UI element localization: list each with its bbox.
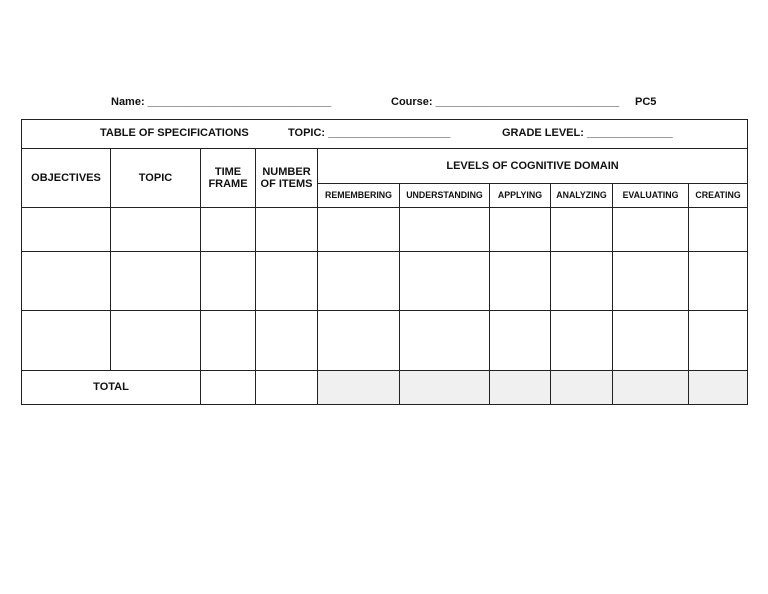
cell-creating: [689, 208, 748, 252]
cell-remembering: [318, 208, 400, 252]
total-creating: [689, 371, 748, 405]
col-header-evaluating: EVALUATING: [613, 184, 689, 208]
col-header-time-frame: TIME FRAME: [201, 149, 256, 208]
cell-applying: [490, 311, 551, 371]
cell-number-of-items: [256, 208, 318, 252]
total-label: TOTAL: [22, 371, 201, 405]
col-header-remembering: REMEMBERING: [318, 184, 400, 208]
col-header-number-of-items: NUMBER OF ITEMS: [256, 149, 318, 208]
table-row: [22, 311, 748, 371]
cell-analyzing: [551, 311, 613, 371]
cell-evaluating: [613, 252, 689, 311]
cell-objectives: [22, 208, 111, 252]
total-understanding: [400, 371, 490, 405]
total-number-of-items: [256, 371, 318, 405]
table-row: [22, 252, 748, 311]
cell-objectives: [22, 311, 111, 371]
col-header-applying: APPLYING: [490, 184, 551, 208]
cell-analyzing: [551, 208, 613, 252]
total-time-frame: [201, 371, 256, 405]
cell-analyzing: [551, 252, 613, 311]
table-row: [22, 208, 748, 252]
col-header-topic: TOPIC: [111, 149, 201, 208]
col-header-objectives: OBJECTIVES: [22, 149, 111, 208]
cell-number-of-items: [256, 252, 318, 311]
cell-topic: [111, 252, 201, 311]
cell-number-of-items: [256, 311, 318, 371]
total-remembering: [318, 371, 400, 405]
cell-creating: [689, 311, 748, 371]
cell-topic: [111, 208, 201, 252]
cell-understanding: [400, 208, 490, 252]
course-field: Course: ______________________________: [391, 96, 620, 108]
table-title: TABLE OF SPECIFICATIONS: [100, 127, 249, 139]
cell-time-frame: [201, 311, 256, 371]
form-code: PC5: [635, 96, 657, 108]
total-analyzing: [551, 371, 613, 405]
name-field: Name: ______________________________: [111, 96, 332, 108]
col-header-understanding: UNDERSTANDING: [400, 184, 490, 208]
col-header-analyzing: ANALYZING: [551, 184, 613, 208]
cell-understanding: [400, 252, 490, 311]
form-header: [0, 96, 768, 112]
cell-understanding: [400, 311, 490, 371]
cell-topic: [111, 311, 201, 371]
total-row: [22, 371, 748, 405]
table-of-specifications: [21, 119, 748, 405]
cell-objectives: [22, 252, 111, 311]
total-applying: [490, 371, 551, 405]
cell-applying: [490, 252, 551, 311]
cell-time-frame: [201, 252, 256, 311]
table-title-row: [22, 120, 748, 149]
cell-evaluating: [613, 311, 689, 371]
header-row-primary: [22, 149, 748, 184]
col-header-levels-of-cognitive-domain: LEVELS OF COGNITIVE DOMAIN: [318, 149, 748, 184]
cell-remembering: [318, 252, 400, 311]
topic-field: TOPIC: ____________________: [288, 127, 451, 139]
cell-evaluating: [613, 208, 689, 252]
cell-creating: [689, 252, 748, 311]
grade-level-field: GRADE LEVEL: ______________: [502, 127, 673, 139]
col-header-creating: CREATING: [689, 184, 748, 208]
cell-time-frame: [201, 208, 256, 252]
cell-applying: [490, 208, 551, 252]
total-evaluating: [613, 371, 689, 405]
cell-remembering: [318, 311, 400, 371]
